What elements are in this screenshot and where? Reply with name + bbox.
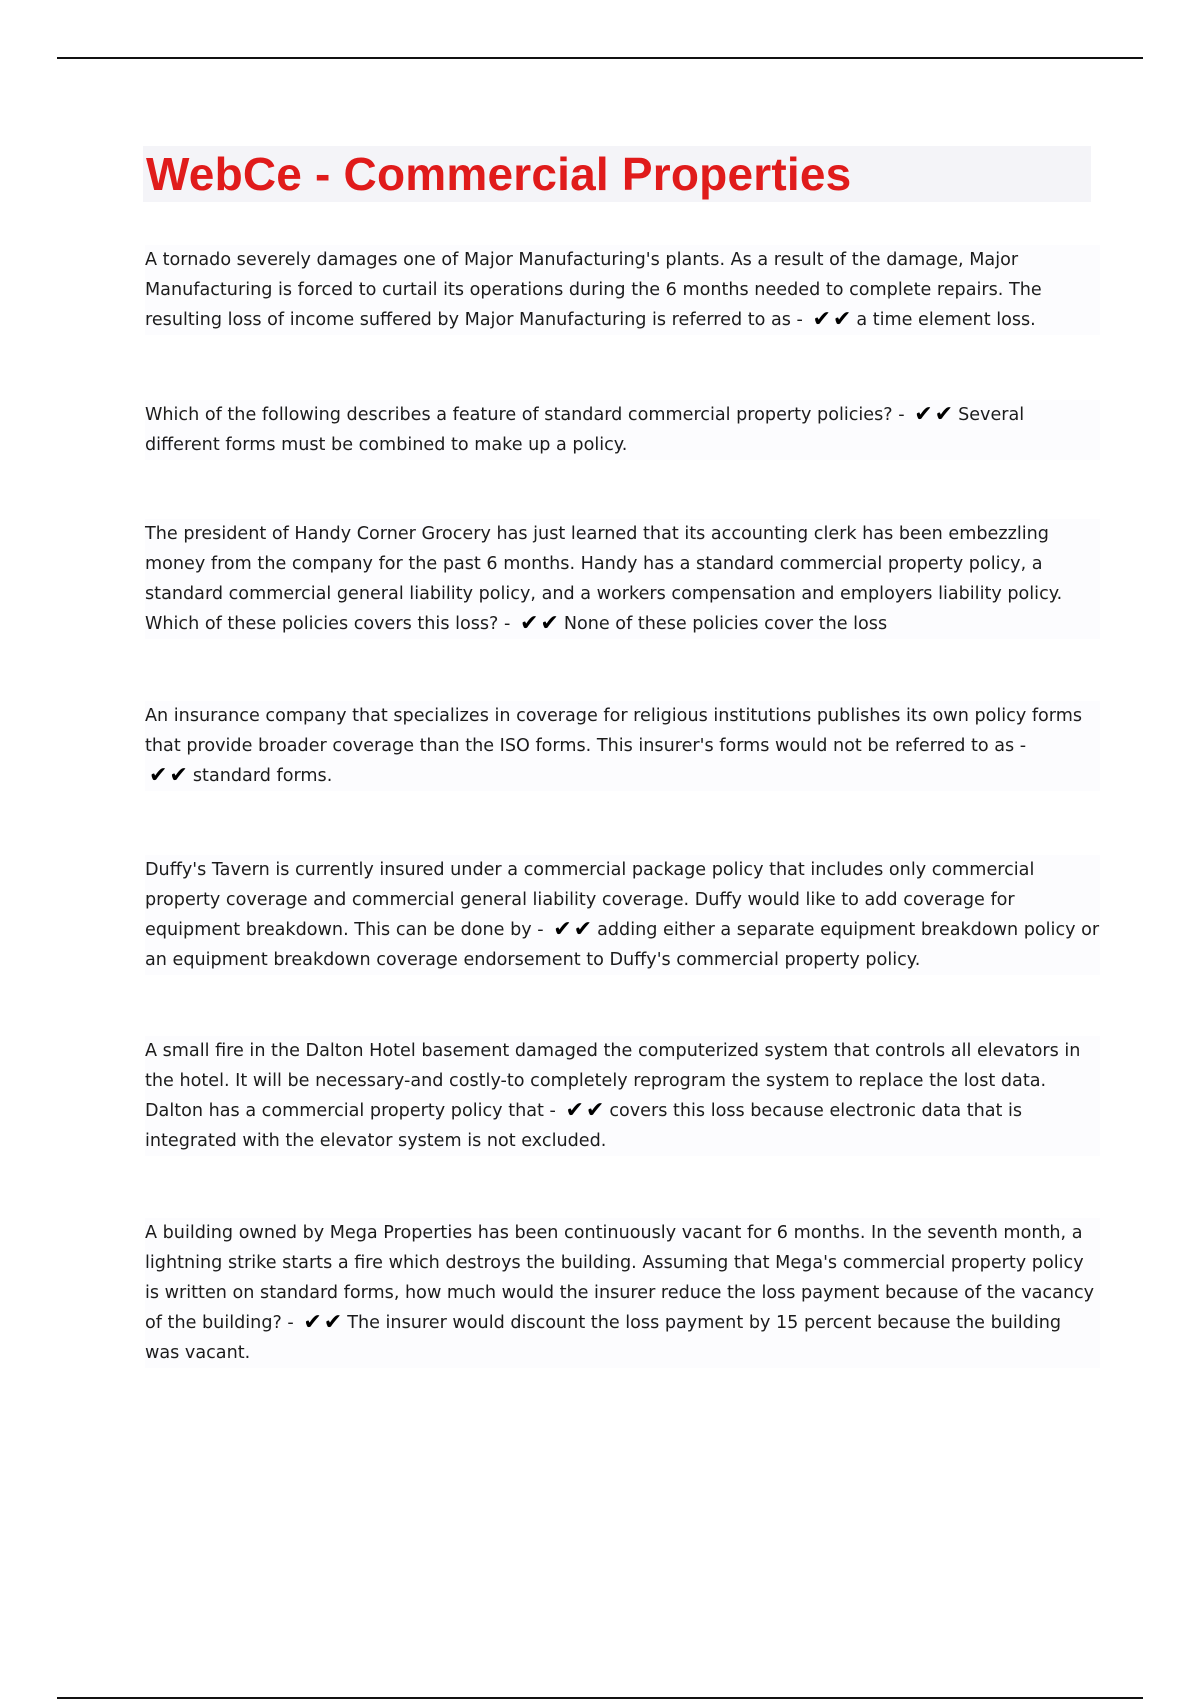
qa-answer: None of these policies cover the loss xyxy=(563,614,888,634)
qa-item xyxy=(145,701,1100,791)
double-check-icon: ✔✔ xyxy=(553,917,595,942)
qa-answer: adding either a separate equipment breakdown policy or an equipment breakdown coverage endorsement to Duffy's commercial property policy. xyxy=(145,920,1100,970)
qa-question: Duffy's Tavern is currently insured under a commercial package policy that includes only commercial property coverage and commercial general liability coverage. Duffy would like to add coverage for equipment breakdown. This can be done by - xyxy=(145,860,1035,940)
double-check-icon: ✔✔ xyxy=(565,1098,607,1123)
double-check-icon: ✔✔ xyxy=(914,402,956,427)
qa-item xyxy=(145,855,1100,975)
qa-answer: covers this loss because electronic data that is integrated with the elevator system is not excluded. xyxy=(145,1101,1023,1151)
qa-question: A tornado severely damages one of Major Manufacturing's plants. As a result of the damage, Major Manufacturing is forced to curtail its operations during the 6 months needed to complete repairs. The resulting loss of income suffered by Major Manufacturing is referred to as - xyxy=(145,250,1042,330)
page-title: WebCe - Commercial Properties xyxy=(146,148,852,200)
qa-item xyxy=(145,1036,1100,1156)
double-check-icon: ✔✔ xyxy=(149,763,190,788)
qa-item xyxy=(145,245,1100,335)
double-check-icon: ✔✔ xyxy=(812,307,854,332)
qa-item xyxy=(145,400,1100,460)
double-check-icon: ✔✔ xyxy=(519,611,561,636)
qa-answer: a time element loss. xyxy=(856,310,1036,330)
qa-question: Which of the following describes a feature of standard commercial property policies? - xyxy=(145,405,905,425)
page-bottom-rule xyxy=(57,1697,1143,1699)
page-top-rule xyxy=(57,57,1143,59)
qa-answer: Several different forms must be combined to make up a policy. xyxy=(145,405,1025,455)
qa-question: The president of Handy Corner Grocery has just learned that its accounting clerk has been embezzling money from the company for the past 6 months. Handy has a standard commercial property policy, a standard commercial general liability policy, and a workers compensation and employers liability policy. Which of these policies covers this loss? - xyxy=(145,524,1063,634)
qa-answer: The insurer would discount the loss payment by 15 percent because the building was vacant. xyxy=(145,1313,1062,1363)
qa-item xyxy=(145,1218,1100,1368)
qa-question: An insurance company that specializes in coverage for religious institutions publishes its own policy forms that provide broader coverage than the ISO forms. This insurer's forms would not be referred to as - xyxy=(145,706,1083,756)
double-check-icon: ✔✔ xyxy=(303,1310,345,1335)
qa-question: A small fire in the Dalton Hotel basement damaged the computerized system that controls all elevators in the hotel. It will be necessary-and costly-to completely reprogram the system to replace the lost data. Dalton has a commercial property policy that - xyxy=(145,1041,1081,1121)
qa-item xyxy=(145,519,1100,639)
qa-answer: standard forms. xyxy=(192,766,333,786)
qa-question: A building owned by Mega Properties has been continuously vacant for 6 months. In the seventh month, a lightning strike starts a fire which destroys the building. Assuming that Mega's commercial property policy is written on standard forms, how much would the insurer reduce the loss payment because of the vacancy of the building? - xyxy=(145,1223,1095,1333)
